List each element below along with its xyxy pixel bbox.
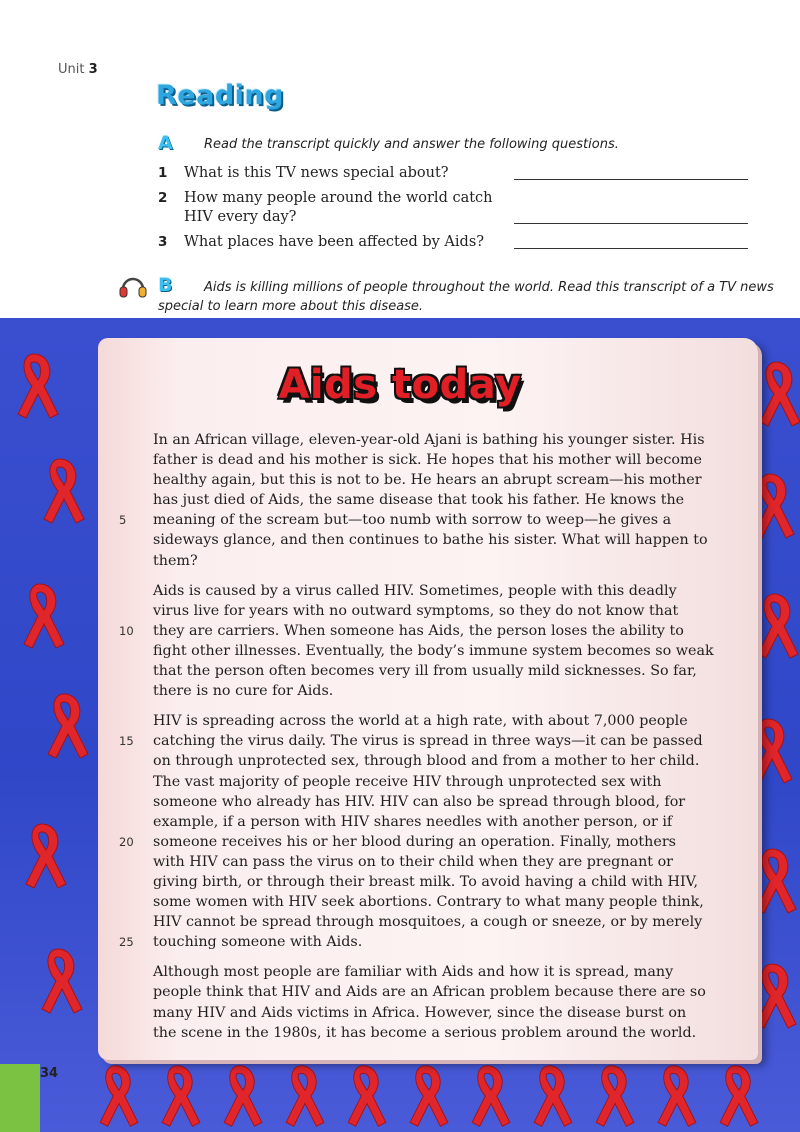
article-paragraph — [119, 581, 728, 702]
line-text: them? — [153, 552, 198, 569]
question-row — [158, 189, 758, 227]
answer-line[interactable] — [514, 179, 748, 180]
activity-b-instruction-2: special to learn more about this disease. — [158, 299, 424, 314]
article-paragraph — [119, 711, 728, 952]
article-line — [153, 661, 728, 681]
line-text: the scene in the 1980s, it has become a serious problem around the world. — [153, 1024, 697, 1041]
article-line — [119, 510, 728, 530]
line-number: 20 — [119, 834, 134, 849]
line-text: catching the virus daily. The virus is spread in three ways—it can be passed — [153, 733, 703, 750]
answer-line[interactable] — [514, 248, 748, 249]
line-text: In an African village, eleven-year-old Ajani is bathing his younger sister. His — [153, 432, 705, 448]
article-line — [119, 832, 728, 852]
page-number: 34 — [40, 1066, 59, 1081]
article-line — [153, 1023, 728, 1043]
article-line — [153, 852, 728, 872]
section-title: Reading — [156, 80, 284, 111]
article-line — [153, 551, 728, 571]
question-row — [158, 233, 758, 252]
activity-b-badge: B — [158, 274, 173, 296]
line-text: HIV cannot be spread through mosquitoes, a cough or sneeze, or by merely — [153, 914, 703, 931]
red-ribbon-icon — [158, 1062, 204, 1130]
red-ribbon-icon — [344, 1062, 390, 1130]
line-text: some women with HIV seek abortions. Contrary to what many people think, — [153, 894, 704, 911]
red-ribbon-icon — [40, 455, 88, 527]
question-number: 3 — [158, 234, 168, 250]
article-line — [153, 962, 728, 982]
red-ribbon-icon — [20, 580, 68, 652]
article-line — [153, 892, 728, 912]
article-line — [153, 530, 728, 550]
red-ribbon-icon — [752, 845, 800, 917]
article-line — [153, 792, 728, 812]
red-ribbon-icon — [468, 1062, 514, 1130]
green-strip — [0, 1064, 40, 1132]
article-line — [153, 470, 728, 490]
red-ribbon-icon — [96, 1062, 142, 1130]
activity-a-badge: A — [158, 132, 173, 154]
line-text: meaning of the scream but—too numb with sorrow to weep—he gives a — [153, 512, 672, 529]
article-paragraph — [119, 430, 728, 571]
activity-b-instruction-1: Aids is killing millions of people throughout the world. Read this transcript of a TV news — [204, 280, 774, 295]
article-title: Aids today — [278, 362, 522, 408]
article-line — [119, 731, 728, 751]
line-text: example, if a person with HIV shares needles with another person, or if — [153, 813, 673, 830]
line-text: people think that HIV and Aids are an African problem because there are so — [153, 984, 706, 1001]
line-number: 5 — [119, 513, 127, 528]
line-text: someone receives his or her blood during an operation. Finally, mothers — [153, 833, 677, 850]
line-number: 10 — [119, 623, 134, 638]
article-line — [153, 1003, 728, 1023]
line-text: giving birth, or through their breast milk. To avoid having a child with HIV, — [153, 873, 699, 890]
red-ribbon-icon — [220, 1062, 266, 1130]
line-text: they are carriers. When someone has Aids, the person loses the ability to — [153, 622, 684, 639]
article-line — [153, 812, 728, 832]
article-line — [119, 932, 728, 952]
article-body — [119, 430, 728, 1053]
question-text: What places have been affected by Aids? — [184, 234, 485, 250]
line-text: Aids is caused by a virus called HIV. Sometimes, people with this deadly — [153, 582, 677, 599]
line-text: HIV is spreading across the world at a high rate, with about 7,000 people — [153, 713, 688, 730]
line-text: has just died of Aids, the same disease that took his father. He knows the — [153, 492, 685, 509]
article-line — [153, 912, 728, 932]
line-text: The vast majority of people receive HIV through unprotected sex with — [153, 773, 662, 790]
question-list — [158, 164, 758, 258]
line-text: with HIV can pass the virus on to their child when they are pregnant or — [153, 853, 674, 870]
red-ribbon-icon — [530, 1062, 576, 1130]
red-ribbon-icon — [592, 1062, 638, 1130]
article-line — [153, 681, 728, 701]
line-text: fight other illnesses. Eventually, the body’s immune system becomes so weak — [153, 642, 714, 659]
unit-prefix: Unit — [58, 62, 85, 77]
line-text: touching someone with Aids. — [153, 934, 363, 951]
red-ribbon-icon — [754, 590, 800, 662]
headphones-icon[interactable] — [118, 272, 148, 302]
unit-number: 3 — [88, 62, 98, 77]
red-ribbon-icon — [716, 1062, 762, 1130]
line-number: 15 — [119, 734, 134, 749]
line-text: father is dead and his mother is sick. He hopes that his mother will become — [153, 452, 702, 469]
line-text: on through unprotected sex, through blood and from a mother to her child. — [153, 753, 700, 770]
article-line — [153, 711, 728, 731]
line-number: 25 — [119, 935, 134, 950]
article-paragraph — [153, 962, 728, 1042]
answer-line[interactable] — [514, 223, 748, 224]
line-text: healthy again, but this is not to be. He hears an abrupt scream—his mother — [153, 472, 702, 489]
article-line — [153, 751, 728, 771]
article-line — [153, 601, 728, 621]
line-text: that the person often becomes very ill from usually mild sicknesses. So far, — [153, 663, 697, 680]
activity-a-instruction: Read the transcript quickly and answer the following questions. — [204, 137, 619, 152]
red-ribbon-icon — [282, 1062, 328, 1130]
line-text: many HIV and Aids victims in Africa. However, since the disease burst on — [153, 1004, 687, 1021]
line-text: someone who already has HIV. HIV can also be spread through blood, for — [153, 793, 686, 810]
article-line — [153, 581, 728, 601]
question-row — [158, 164, 758, 183]
article-line — [119, 621, 728, 641]
article-line — [153, 872, 728, 892]
red-ribbon-icon — [38, 945, 86, 1017]
line-text: virus live for years with no outward symptoms, so they do not know that — [153, 602, 679, 619]
article-line — [153, 450, 728, 470]
line-text: Although most people are familiar with Aids and how it is spread, many — [153, 964, 674, 981]
line-text: sideways glance, and then continues to bathe his sister. What will happen to — [153, 532, 708, 549]
article-line — [153, 641, 728, 661]
article-line — [153, 490, 728, 510]
article-line — [153, 772, 728, 792]
red-ribbon-icon — [22, 820, 70, 892]
red-ribbon-icon — [752, 960, 800, 1032]
question-text: What is this TV news special about? — [184, 165, 449, 181]
question-number: 2 — [158, 190, 168, 206]
red-ribbon-icon — [406, 1062, 452, 1130]
article-line — [153, 430, 728, 450]
unit-label — [58, 62, 98, 77]
red-ribbon-icon — [654, 1062, 700, 1130]
article-line — [153, 982, 728, 1002]
question-number: 1 — [158, 165, 168, 181]
line-text: there is no cure for Aids. — [153, 683, 334, 700]
red-ribbon-icon — [44, 690, 92, 762]
question-text: How many people around the world catch HIV every day? — [184, 190, 493, 225]
